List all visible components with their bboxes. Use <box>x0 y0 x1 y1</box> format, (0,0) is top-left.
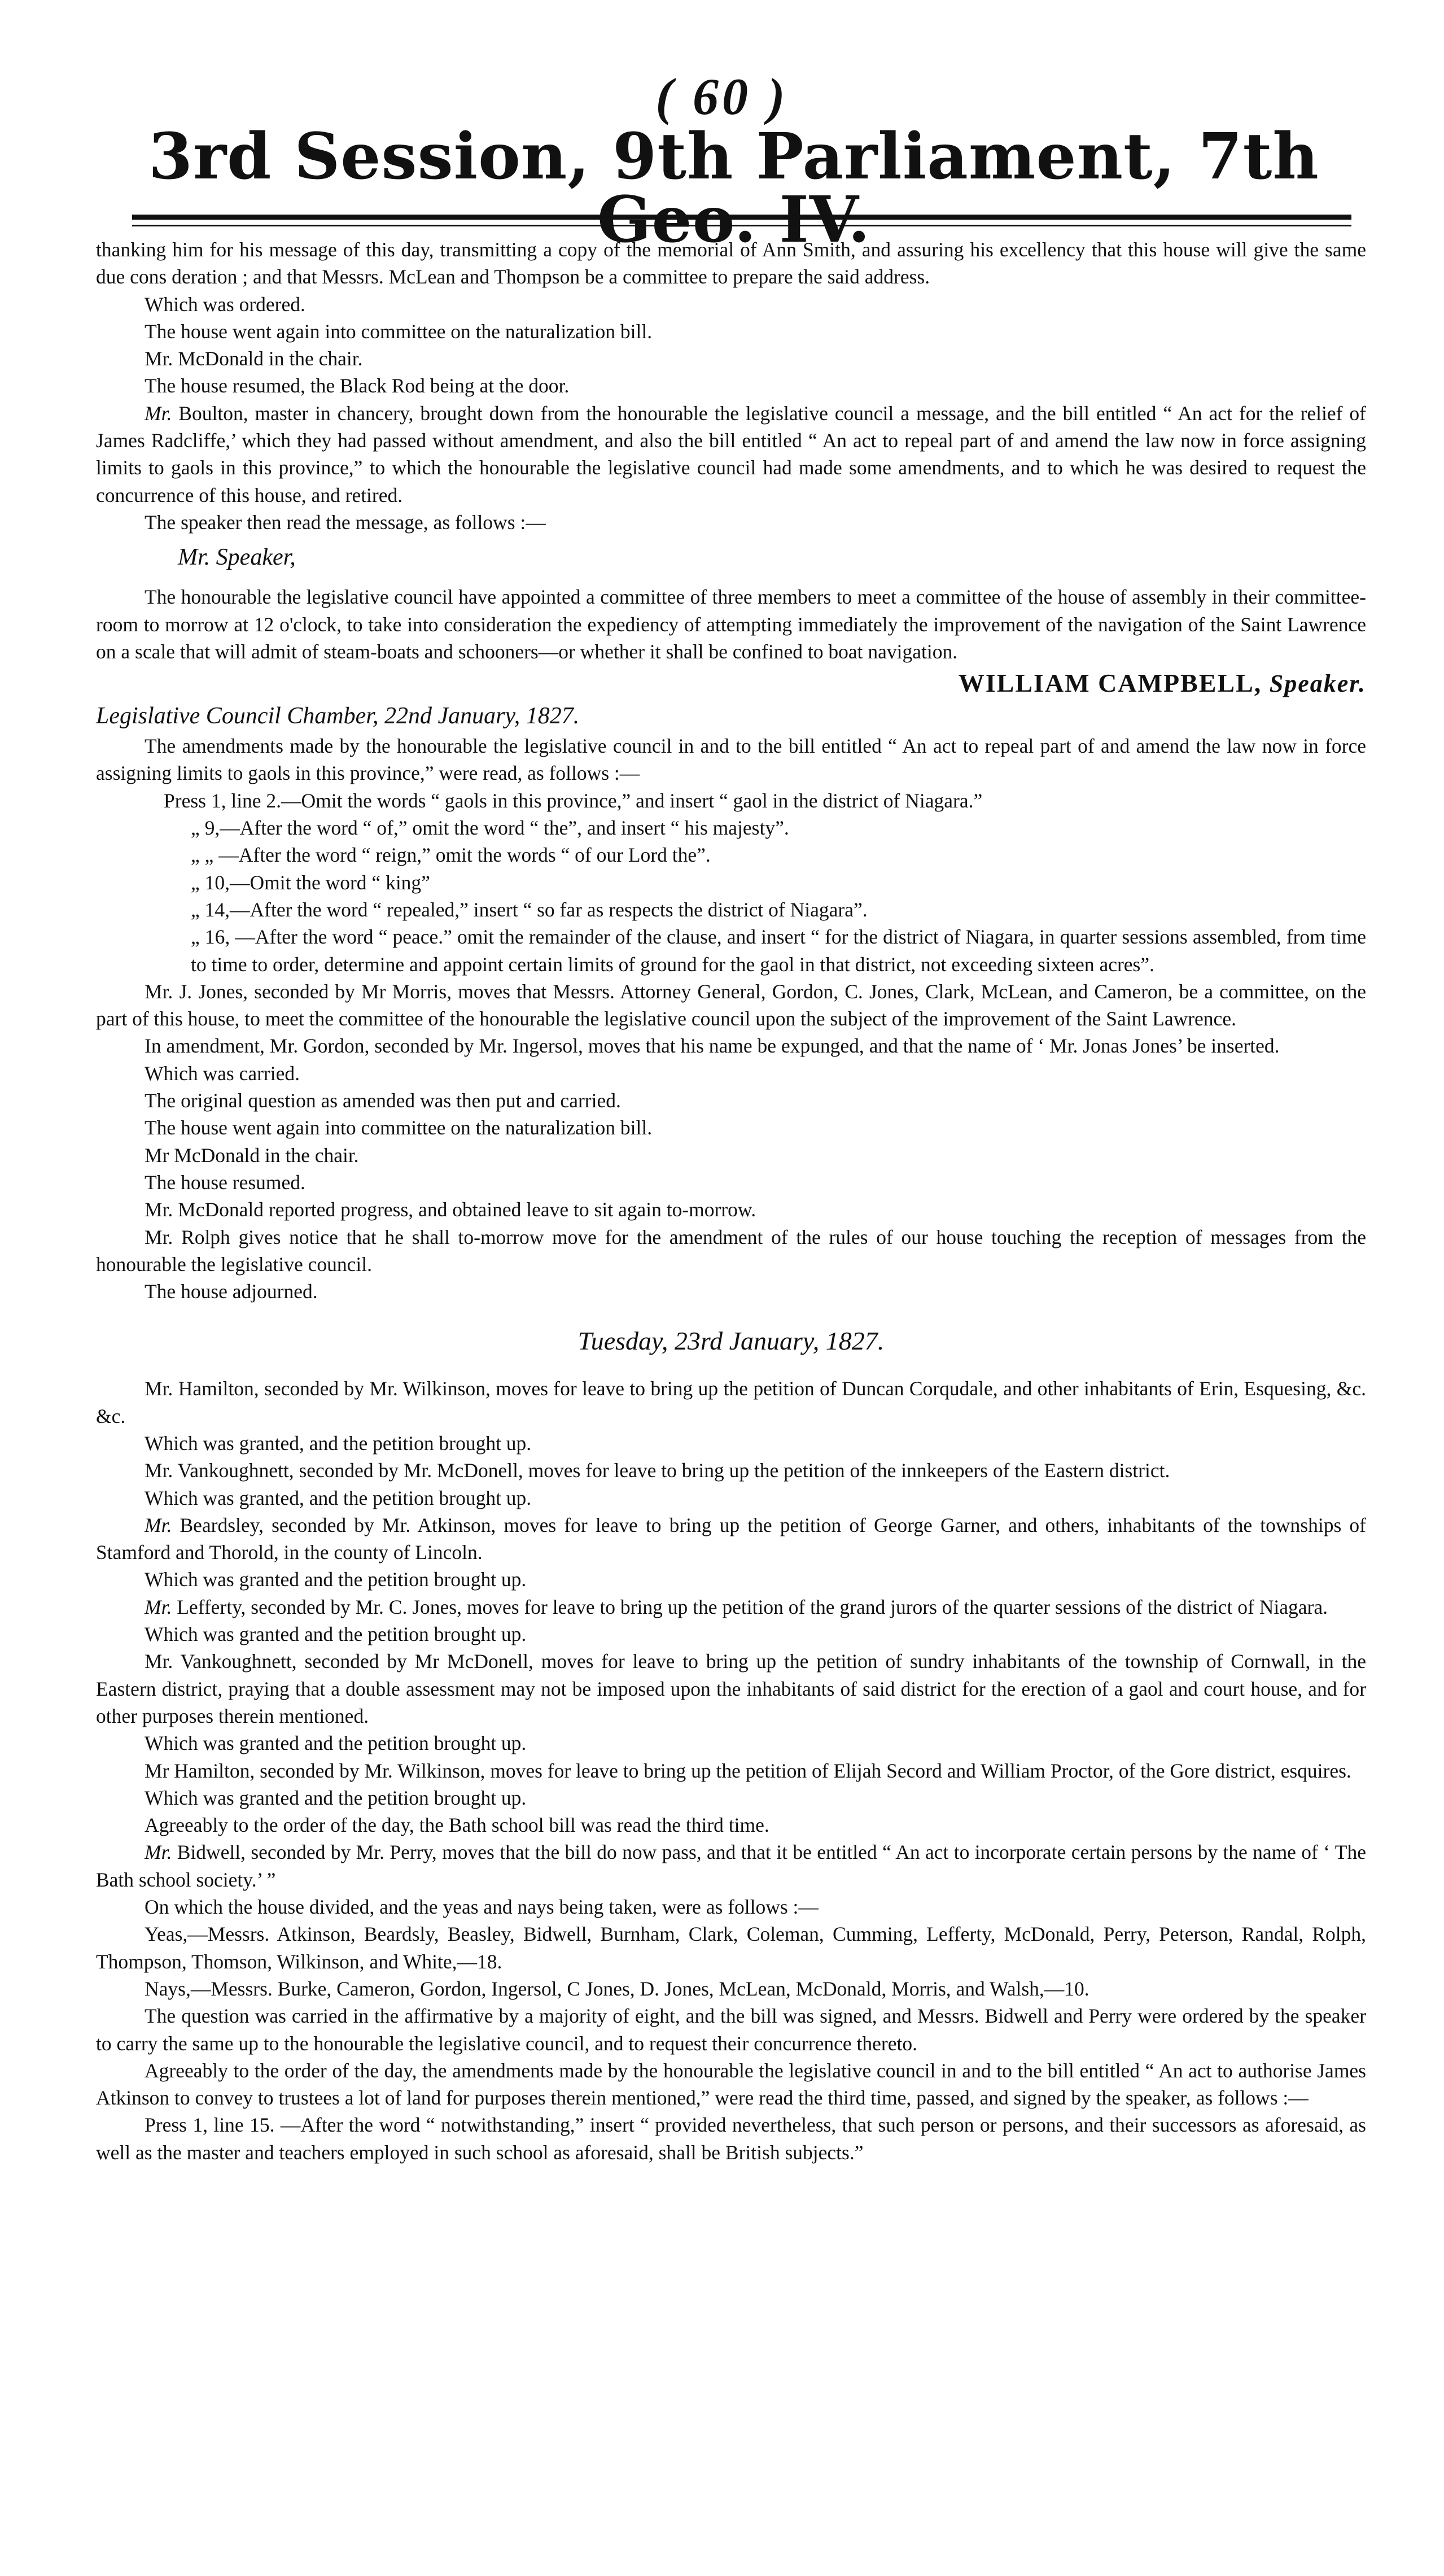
paragraph <box>96 1839 1366 1893</box>
paragraph: Which was granted and the petition brought up. <box>145 1623 527 1646</box>
header-rule-thin <box>132 225 1351 226</box>
paragraph: The original question as amended was then put and carried. <box>145 1089 621 1112</box>
paragraph: Mr. Rolph gives notice that he shall to-morrow move for the amendment of the rules of our house touching the reception of messages from the honourable the legislative council. <box>96 1225 1366 1276</box>
paragraph-text: Boulton, master in chancery, brought down from the honourable the legislative council a message, and the bill entitled “ An act for the relief of James Radcliffe,’ which they had passed without amendment, and also the bill entitled “ An act to repeal part of and amend the law now in force assigning limits to gaols in this province,” to which the honourable the legislative council had made some amendments, and to which he was desired to request the concurrence of this house, and retired. <box>96 401 1366 507</box>
paragraph: Agreeably to the order of the day, the Bath school bill was read the third time. <box>145 1814 769 1837</box>
amendment-item: „ 10,—Omit the word “ king” <box>191 871 430 894</box>
nays-list: Nays,—Messrs. Burke, Cameron, Gordon, Ingersol, C Jones, D. Jones, McLean, McDonald, Morris, and Walsh,—10. <box>145 1977 1089 2000</box>
page-title: 3rd Session, 9th Parliament, 7th Geo. IV. <box>148 120 1319 257</box>
member-title: Mr. <box>145 1513 172 1536</box>
amendment-item: „ 9,—After the word “ of,” omit the word “ the”, and insert “ his majesty”. <box>191 817 789 840</box>
header-rule-thick <box>132 215 1351 220</box>
paragraph: Mr. McDonald reported progress, and obtained leave to sit again to-morrow. <box>145 1198 756 1221</box>
yeas-list: Yeas,—Messrs. Atkinson, Beardsly, Beasley, Bidwell, Burnham, Clark, Coleman, Cumming, Lefferty, McDonald, Perry, Peterson, Randal, Rolph, Thompson, Thomson, Wilkinson, and White,—18. <box>96 1923 1366 1973</box>
salutation: Mr. Speaker, <box>178 544 296 571</box>
paragraph: Mr McDonald in the chair. <box>145 1143 359 1167</box>
paragraph: Which was carried. <box>145 1062 300 1085</box>
paragraph: Mr. Hamilton, seconded by Mr. Wilkinson, moves for leave to bring up the petition of Duncan Corqudale, and other inhabitants of Erin, Esquesing, &c. &c. <box>96 1377 1366 1427</box>
paragraph: Which was granted and the petition brought up. <box>145 1732 527 1755</box>
paragraph: Which was granted, and the petition brought up. <box>145 1431 532 1455</box>
message-text: The honourable the legislative council have appointed a committee of three members to meet a committee of the house of assembly in their committee-room to morrow at 12 o'clock, to take into consideration the expediency of attempting immediately the improvement of the navigation of the Saint Lawrence on a scale that will admit of steam-boats and schooners—or whether it shall be confined to boat navigation. <box>96 586 1366 663</box>
paragraph: Which was ordered. <box>145 292 305 316</box>
paragraph <box>96 400 1366 509</box>
amendment-item: „ „ —After the word “ reign,” omit the words “ of our Lord the”. <box>191 844 711 867</box>
amendment-item: Press 1, line 15. —After the word “ notwithstanding,” insert “ provided nevertheless, that such person or persons, and their successors as aforesaid, as well as the master and teachers employed in such school as aforesaid, shall be British subjects.” <box>96 2114 1366 2164</box>
paragraph: Mr. Vankoughnett, seconded by Mr McDonell, moves for leave to bring up the petition of sundry inhabitants of the township of Cornwall, in the Eastern district, praying that a double assessment may not be imposed upon the inhabitants of said district for the erection of a gaol and court house, and for other purposes therein mentioned. <box>96 1650 1366 1727</box>
member-title: Mr. <box>145 1595 172 1618</box>
paragraph: The house resumed. <box>145 1171 305 1194</box>
amendment-item: „ 14,—After the word “ repealed,” insert “ so far as respects the district of Niagara”. <box>191 898 868 921</box>
page-number: ( 60 ) <box>655 68 789 125</box>
paragraph: Mr Hamilton, seconded by Mr. Wilkinson, moves for leave to bring up the petition of Elijah Secord and William Proctor, of the Gore district, esquires. <box>145 1759 1351 1782</box>
paragraph-text: Beardsley, seconded by Mr. Atkinson, moves for leave to bring up the petition of George Garner, and others, inhabitants of the townships of Stamford and Thorold, in the county of Lincoln. <box>96 1513 1366 1564</box>
journal-text <box>96 236 1366 2166</box>
signature-name: WILLIAM CAMPBELL, <box>958 669 1262 698</box>
paragraph: In amendment, Mr. Gordon, seconded by Mr. Ingersol, moves that his name be expunged, and that the name of ‘ Mr. Jonas Jones’ be inserted. <box>145 1034 1280 1058</box>
paragraph <box>96 1512 1366 1566</box>
paragraph: The house went again into committee on the naturalization bill. <box>145 1116 653 1139</box>
paragraph: Mr. McDonald in the chair. <box>145 347 363 370</box>
signature-title: Speaker. <box>1269 670 1366 698</box>
paragraph: The house resumed, the Black Rod being at the door. <box>145 374 570 398</box>
paragraph: The house adjourned. <box>145 1280 318 1303</box>
paragraph: The question was carried in the affirmative by a majority of eight, and the bill was signed, and Messrs. Bidwell and Perry were ordered by the speaker to carry the same up to the honourable the legislative council, and to request their concurrence thereto. <box>96 2005 1366 2055</box>
paragraph: Which was granted and the petition brought up. <box>145 1568 527 1591</box>
member-title: Mr. <box>145 401 172 425</box>
paragraph: The house went again into committee on the naturalization bill. <box>145 320 653 343</box>
paragraph <box>96 1593 1366 1621</box>
paragraph: Agreeably to the order of the day, the amendments made by the honourable the legislative council in and to the bill entitled “ An act to authorise James Atkinson to convey to trustees a lot of land for purposes therein mentioned,” were read the third time, passed, and signed by the speaker, as follows :— <box>96 2059 1366 2110</box>
amendment-item: Press 1, line 2.—Omit the words “ gaols in this province,” and insert “ gaol in the district of Niagara.” <box>164 789 983 812</box>
paragraph: Mr. J. Jones, seconded by Mr Morris, moves that Messrs. Attorney General, Gordon, C. Jones, Clark, McLean, and Cameron, be a committee, on the part of this house, to meet the committee of the honourable the legislative council upon the subject of the improvement of the Saint Lawrence. <box>96 980 1366 1031</box>
paragraph: Mr. Vankoughnett, seconded by Mr. McDonell, moves for leave to bring up the petition of the innkeepers of the Eastern district. <box>145 1459 1170 1482</box>
paragraph: Which was granted and the petition brought up. <box>145 1786 527 1809</box>
paragraph: On which the house divided, and the yeas and nays being taken, were as follows :— <box>145 1896 819 1919</box>
paragraph: The amendments made by the honourable the legislative council in and to the bill entitled “ An act to repeal part of and amend the law now in force assigning limits to gaols in this province,” were read, as follows :— <box>96 735 1366 785</box>
signature <box>96 667 1366 700</box>
member-title: Mr. <box>145 1841 172 1864</box>
paragraph-text: Lefferty, seconded by Mr. C. Jones, moves for leave to bring up the petition of the grand jurors of the quarter sessions of the district of Niagara. <box>172 1595 1328 1618</box>
chamber-date-line: Legislative Council Chamber, 22nd January, 1827. <box>96 703 580 730</box>
paragraph: thanking him for his message of this day, transmitting a copy of the memorial of Ann Smith, and assuring his excellency that this house will give the same due cons deration ; and that Messrs. McLean and Thompson be a committee to prepare the said address. <box>96 238 1366 289</box>
paragraph-text: Bidwell, seconded by Mr. Perry, moves that the bill do now pass, and that it be entitled “ An act to incorporate certain persons by the name of ‘ The Bath school society.’ ” <box>96 1841 1366 1891</box>
amendment-item: „ 16, —After the word “ peace.” omit the remainder of the clause, and insert “ for the district of Niagara, in quarter sessions assembled, from time to time to order, determine and appoint certain limits of ground for the gaol in that district, not exceeding sixteen acres”. <box>191 925 1366 976</box>
paragraph: The speaker then read the message, as follows :— <box>145 510 546 534</box>
paragraph: Which was granted, and the petition brought up. <box>145 1486 532 1509</box>
date-heading: Tuesday, 23rd January, 1827. <box>577 1326 885 1356</box>
